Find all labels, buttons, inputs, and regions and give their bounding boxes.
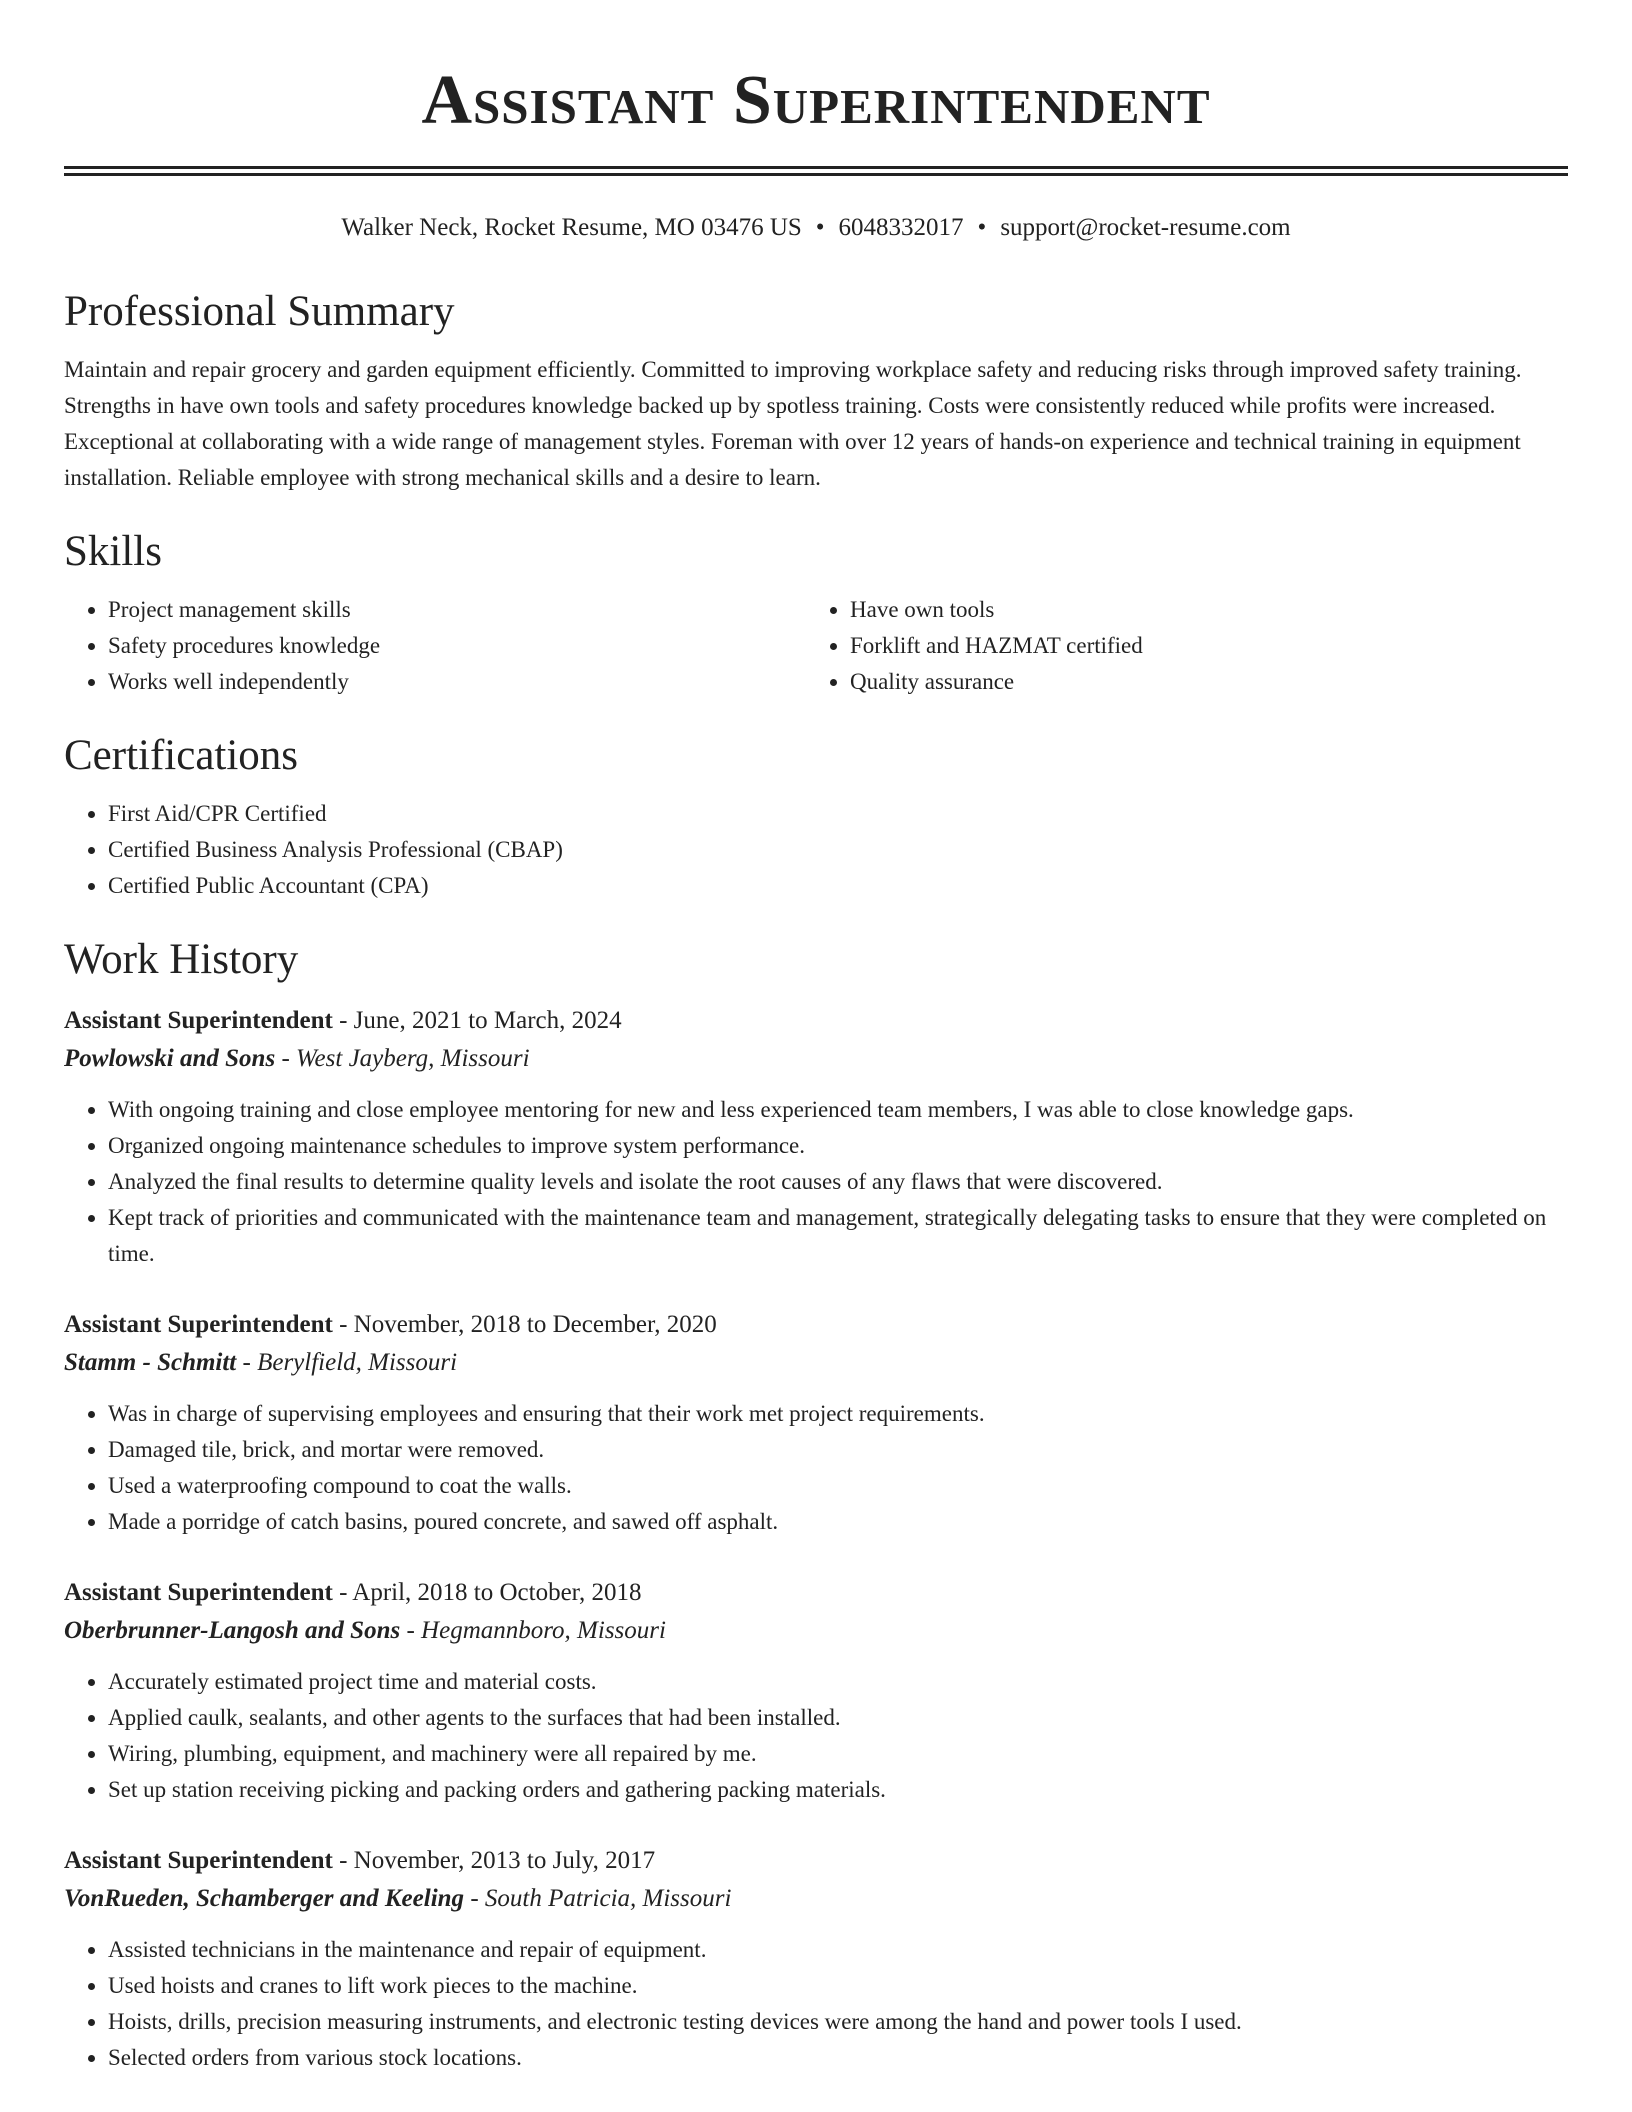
summary-heading: Professional Summary xyxy=(64,288,455,335)
job-company: VonRueden, Schamberger and Keeling xyxy=(64,1885,465,1912)
certification-item: • Certified Business Analysis Professional (CBAP) xyxy=(108,832,1568,868)
job-bullet: • Hoists, drills, precision measuring instruments, and electronic testing devices were among the hand and power tools I used. xyxy=(108,2004,1568,2040)
job-bullet: • With ongoing training and close employee mentoring for new and less experienced team members, I was able to close knowledge gaps. xyxy=(108,1092,1568,1128)
contact-separator: • xyxy=(815,214,825,241)
job-bullet: • Damaged tile, brick, and mortar were removed. xyxy=(108,1432,1568,1468)
resume-title: Assistant Superintendent xyxy=(421,62,1211,139)
job-entry xyxy=(64,1842,1568,2076)
certification-item: • Certified Public Accountant (CPA) xyxy=(108,868,1568,904)
contact-address: Walker Neck, Rocket Resume, MO 03476 US xyxy=(341,214,802,241)
job-bullet: • Used a waterproofing compound to coat the walls. xyxy=(108,1468,1568,1504)
job-bullet: • Wiring, plumbing, equipment, and machinery were all repaired by me. xyxy=(108,1736,1568,1772)
job-dates: - November, 2013 to July, 2017 xyxy=(332,1847,656,1874)
skills-list xyxy=(64,592,1568,700)
job-title-line xyxy=(64,1002,1568,1040)
job-location: - Hegmannboro, Missouri xyxy=(400,1617,666,1644)
skills-heading: Skills xyxy=(64,528,162,575)
job-title-line xyxy=(64,1842,1568,1880)
job-title: Assistant Superintendent xyxy=(64,1311,333,1338)
skill-item: • Have own tools xyxy=(850,592,1548,628)
job-dates: - November, 2018 to December, 2020 xyxy=(332,1311,717,1338)
work-history-heading: Work History xyxy=(64,936,299,983)
job-company: Oberbrunner-Langosh and Sons xyxy=(64,1617,401,1644)
job-dates: - April, 2018 to October, 2018 xyxy=(332,1579,642,1606)
job-bullet: • Used hoists and cranes to lift work pieces to the machine. xyxy=(108,1968,1568,2004)
job-bullets xyxy=(64,1396,1568,1540)
job-location: - South Patricia, Missouri xyxy=(464,1885,732,1912)
job-bullet: • Set up station receiving picking and packing orders and gathering packing materials. xyxy=(108,1772,1568,1808)
job-bullet: • Applied caulk, sealants, and other agents to the surfaces that had been installed. xyxy=(108,1700,1568,1736)
job-title: Assistant Superintendent xyxy=(64,1579,333,1606)
job-bullet: • Made a porridge of catch basins, poured concrete, and sawed off asphalt. xyxy=(108,1504,1568,1540)
job-company-line xyxy=(64,1040,1568,1078)
job-bullet: • Assisted technicians in the maintenance and repair of equipment. xyxy=(108,1932,1568,1968)
job-title: Assistant Superintendent xyxy=(64,1847,333,1874)
contact-phone: 6048332017 xyxy=(838,214,964,241)
title-divider xyxy=(64,166,1568,176)
job-company-line xyxy=(64,1344,1568,1382)
skill-item: • Works well independently xyxy=(108,664,806,700)
job-bullets xyxy=(64,1932,1568,2076)
job-location: - Berylfield, Missouri xyxy=(236,1349,458,1376)
certification-item: • First Aid/CPR Certified xyxy=(108,796,1568,832)
summary-text: Maintain and repair grocery and garden equipment efficiently. Committed to improving workplace safety and reducing risks through improved safety training. Strengths in have own tools and safety procedures knowledge backed up by spotless training. Costs were consistently reduced while profits were increased. Exceptional at collaborating with a wide range of management styles. Foreman with over 12 years of hands-on experience and technical training in equipment installation. Reliable employee with strong mechanical skills and a desire to learn. xyxy=(64,357,1522,490)
job-bullet: • Was in charge of supervising employees and ensuring that their work met project requirements. xyxy=(108,1396,1568,1432)
skill-item: • Project management skills xyxy=(108,592,806,628)
job-company-line xyxy=(64,1612,1568,1650)
job-company: Powlowski and Sons xyxy=(64,1045,276,1072)
job-bullet: • Selected orders from various stock locations. xyxy=(108,2040,1568,2076)
resume-page xyxy=(64,0,1568,2076)
job-title-line xyxy=(64,1306,1568,1344)
contact-separator: • xyxy=(977,214,987,241)
job-company: Stamm - Schmitt xyxy=(64,1349,237,1376)
job-bullet: • Analyzed the final results to determine quality levels and isolate the root causes of any flaws that were discovered. xyxy=(108,1164,1568,1200)
job-entry xyxy=(64,1574,1568,1808)
skills-column-right xyxy=(806,592,1548,700)
job-bullet: • Accurately estimated project time and material costs. xyxy=(108,1664,1568,1700)
job-company-line xyxy=(64,1880,1568,1918)
contact-email: support@rocket-resume.com xyxy=(1000,214,1291,241)
skill-item: • Safety procedures knowledge xyxy=(108,628,806,664)
job-bullet: • Kept track of priorities and communicated with the maintenance team and management, strategically delegating tasks to ensure that they were completed on time. xyxy=(108,1200,1568,1272)
job-location: - West Jayberg, Missouri xyxy=(275,1045,530,1072)
job-dates: - June, 2021 to March, 2024 xyxy=(332,1007,622,1034)
job-title-line xyxy=(64,1574,1568,1612)
job-bullets xyxy=(64,1664,1568,1808)
skill-item: • Forklift and HAZMAT certified xyxy=(850,628,1548,664)
certifications-list xyxy=(64,796,1568,904)
certifications-heading: Certifications xyxy=(64,732,299,779)
skills-column-left xyxy=(64,592,806,700)
contact-line xyxy=(64,210,1568,246)
skill-item: • Quality assurance xyxy=(850,664,1548,700)
job-entry xyxy=(64,1002,1568,1272)
job-bullet: • Organized ongoing maintenance schedules to improve system performance. xyxy=(108,1128,1568,1164)
job-entry xyxy=(64,1306,1568,1540)
job-bullets xyxy=(64,1092,1568,1272)
job-title: Assistant Superintendent xyxy=(64,1007,333,1034)
